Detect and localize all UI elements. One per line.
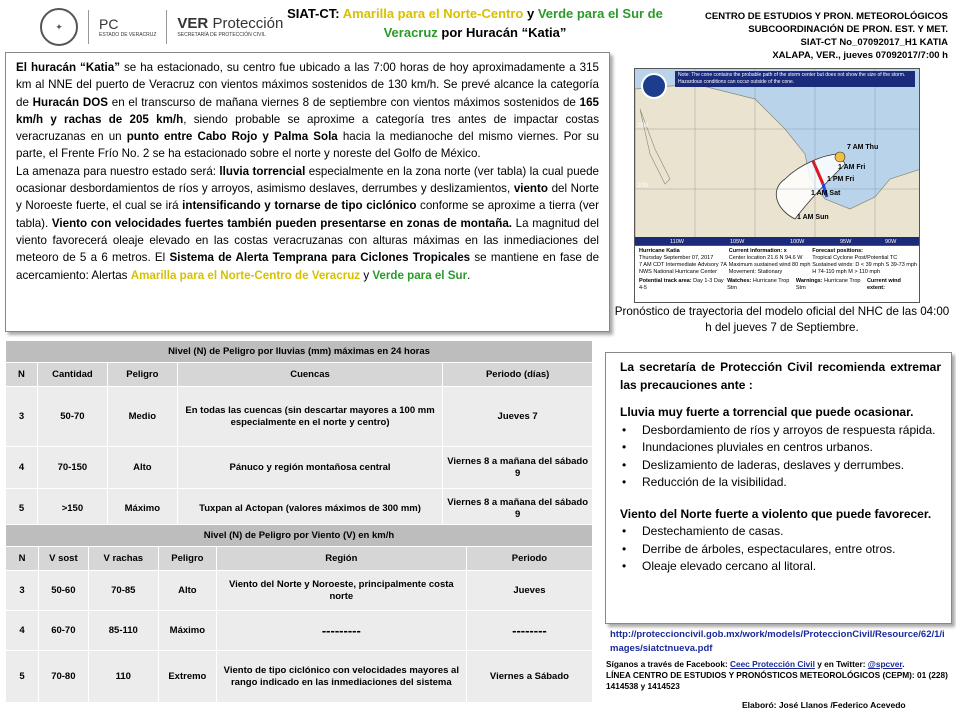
lon-label: 100W	[790, 239, 805, 245]
land-mass	[635, 84, 920, 245]
column-header: N	[6, 363, 38, 387]
column-header: Peligro	[158, 547, 216, 571]
storm-center-icon	[835, 152, 845, 162]
lon-label: 90W	[885, 239, 897, 245]
track-label: 7 AM Thu	[847, 144, 879, 151]
divider	[88, 10, 89, 44]
nhc-forecast-map	[634, 68, 920, 303]
noaa-logo-icon	[641, 73, 667, 99]
track-label: 1 PM Fri	[827, 176, 855, 183]
map-note: Note: The cone contains the probable path of the storm center but does not show the size of the storm. Hazardous conditions can occur outside of the cone.	[675, 71, 915, 87]
table-row: 5 >150 Máximo Tuxpan al Actopan (valores máximos de 300 mm) Viernes 8 a mañana del sábado 9	[6, 489, 593, 529]
bulletin-text	[5, 52, 610, 332]
table-row: 4 70-150 Alto Pánuco y región montañosa central Viernes 8 a mañana del sábado 9	[6, 447, 593, 489]
column-header: V sost	[39, 547, 89, 571]
header-logos	[40, 6, 290, 48]
column-header: Cuencas	[177, 363, 442, 387]
map-legend: Hurricane Katia Thursday September 07, 2017 7 AM CDT Intermediate Advisory 7A NWS National Hurricane Center Current information: x Center location 21.6 N 94.6 W Maximum sustained wind 80 mph Movement: Stationary Forecast positions: Tropical Cyclone Post/Potential TC Sustained winds: D < 39 mph S 39-73 mph H 74-110 mph M > 110 mph Potential track area: Day 1-3 Day 4-5 Watches: Hurricane Trop Stm Warnings: Hurricane Trop Stm Current wind extent:	[635, 245, 920, 303]
table-row: 5 70-80 110 Extremo Viento de tipo ciclónico con velocidades mayores al rango indicado en las inmediaciones del sistema Viernes a Sábado	[6, 651, 593, 703]
list-item: • Reducción de la visibilidad.	[620, 474, 941, 492]
track-label: 1 AM Fri	[838, 164, 866, 171]
list-item: • Desbordamiento de ríos y arroyos de respuesta rápida.	[620, 422, 941, 440]
column-header: Periodo (días)	[443, 363, 593, 387]
column-header: Periodo	[466, 547, 592, 571]
table-row: 4 60-70 85-110 Máximo --------- --------	[6, 611, 593, 651]
column-header: Región	[216, 547, 466, 571]
map-graphic	[635, 69, 920, 245]
list-item: • Inundaciones pluviales en centros urbanos.	[620, 439, 941, 457]
lat-label: 25N	[637, 123, 649, 129]
state-seal-icon: ✦	[40, 8, 78, 46]
recommendations-box	[605, 352, 952, 624]
table-row: 3 50-60 70-85 Alto Viento del Norte y Noroeste, principalmente costa norte Jueves	[6, 571, 593, 611]
facebook-link[interactable]: Ceec Protección Civil	[730, 659, 815, 669]
wind-table	[5, 524, 593, 703]
lat-label: 20N	[637, 183, 649, 189]
source-link[interactable]: http://proteccioncivil.gob.mx/work/models/ProteccionCivil/Resource/62/1/images/siatctnueva.pdf	[610, 629, 945, 654]
track-label: 1 AM Sat	[811, 190, 841, 197]
center-info: CENTRO DE ESTUDIOS Y PRON. METEOROLÓGICOS SUBCOORDINACIÓN DE PRON. EST. Y MET. SIAT-CT No_07092017_H1 KATIA XALAPA, VER., jueves 07092017/7:00 h	[705, 11, 948, 61]
document-title: SIAT-CT: Amarilla para el Norte-Centro y Verde para el Sur de Veracruz por Huracán “Katia”	[287, 6, 663, 40]
column-header: N	[6, 547, 39, 571]
list-item: • Derribe de árboles, espectaculares, entre otros.	[620, 541, 941, 559]
rain-list	[620, 422, 941, 492]
column-header: V rachas	[88, 547, 158, 571]
recommendations-intro: La secretaría de Protección Civil recomienda extremar las precauciones ante :	[620, 360, 941, 392]
column-header: Peligro	[107, 363, 177, 387]
wind-list	[620, 523, 941, 576]
contact-info: Síganos a través de Facebook: Ceec Protección Civil y en Twitter: @spcver. LÍNEA CENTRO DE ESTUDIOS Y PRONÓSTICOS METEOROLÓGICOS (CEPM): 01 (228) 1414538 y 1414523	[606, 659, 948, 691]
lon-label: 95W	[840, 239, 852, 245]
track-label: 1 AM Sun	[797, 214, 829, 221]
wind-section-title: Viento del Norte fuerte a violento que puede favorecer.	[620, 506, 932, 521]
lon-label: 110W	[670, 239, 684, 245]
rain-table	[5, 340, 593, 529]
rain-table-caption: Nivel (N) de Peligro por lluvias (mm) máximas en 24 horas	[6, 341, 593, 363]
map-caption: Pronóstico de trayectoria del modelo oficial del NHC de las 04:00 h del jueves 7 de Septiembre.	[614, 305, 950, 334]
list-item: • Oleaje elevado cercano al litoral.	[620, 558, 941, 576]
proteccion-logo: VER Protección SECRETARÍA DE PROTECCIÓN CIVIL	[177, 15, 284, 38]
authors: Elaboró: José Llanos /Federico Acevedo	[742, 700, 906, 710]
lon-label: 105W	[730, 239, 745, 245]
list-item: • Deslizamiento de laderas, deslaves y derrumbes.	[620, 457, 941, 475]
column-header: Cantidad	[37, 363, 107, 387]
table-row: 3 50-70 Medio En todas las cuencas (sin descartar mayores a 100 mm especialmente en el norte y centro) Jueves 7	[6, 387, 593, 447]
pc-logo: PC ESTADO DE VERACRUZ	[99, 15, 157, 38]
list-item: • Destechamiento de casas.	[620, 523, 941, 541]
divider	[166, 10, 167, 44]
twitter-link[interactable]: @spcver	[867, 659, 903, 669]
paragraph-situation: El huracán “Katia” se ha estacionado, su centro fue ubicado a las 7:00 horas de hoy aproximadamente a 315 km al NNE del puerto de Veracruz con vientos máximos sostenidos de 130 km/h. Se prevé alcance la categoría de Huracán DOS en el transcurso de mañana viernes 8 de septiembre con vientos máximos sostenidos de 165 km/h y rachas de 205 km/h, siendo probable se aproxime a categoría tres antes de impactar costas veracruzanas en un punto entre Cabo Rojo y Palma Sola hacia la medianoche del mismo viernes. Por su parte, el Frente Frío No. 2 se ha estacionado sobre el norte y noreste del Golfo de México.	[16, 61, 599, 161]
rain-section-title: Lluvia muy fuerte a torrencial que puede ocasionar.	[620, 405, 914, 419]
wind-table-caption: Nivel (N) de Peligro por Viento (V) en km/h	[6, 525, 593, 547]
paragraph-threat: La amenaza para nuestro estado será: lluvia torrencial especialmente en la zona norte (ver tabla) la cual puede ocasionar desbordamientos de ríos y arroyos, asimismo deslaves, derrumbes y deslizamientos, viento del Norte y Noroeste fuerte, el cual se irá intensificando y tornarse de tipo ciclónico conforme se aproxime a tierra (ver tabla). Viento con velocidades fuertes también pueden presentarse en zonas de montaña. La magnitud del viento favorecerá oleaje elevado en las costas veracruzanas con alturas máximas en las inmediaciones del meteoro de 5 a 6 metros. El Sistema de Alerta Temprana para Ciclones Tropicales se mantiene en fase de acercamiento: Alertas Amarilla para el Norte-Centro de Veracruz y Verde para el Sur.	[16, 164, 600, 282]
